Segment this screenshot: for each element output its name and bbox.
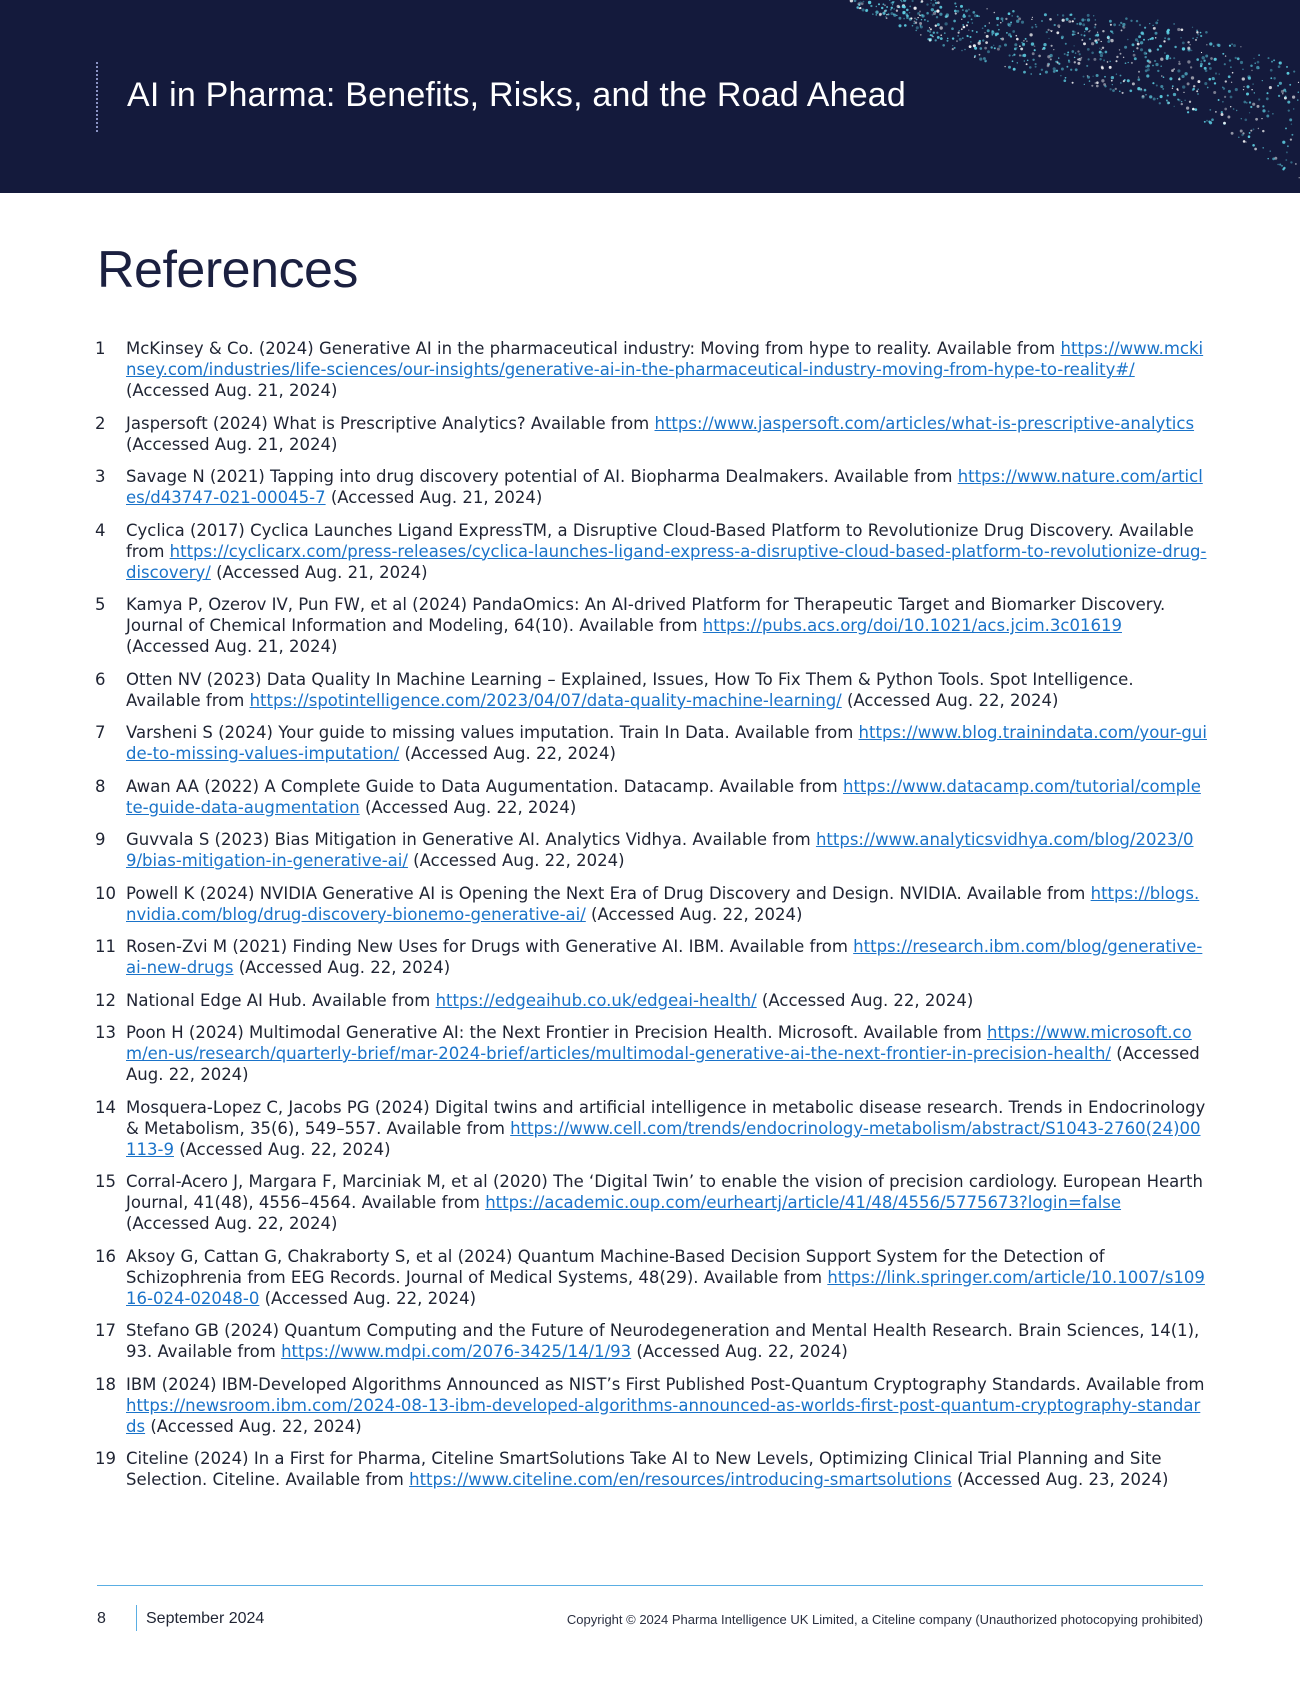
reference-link[interactable]: https://www.cell.com/trends/endocrinology-metabolism/abstract/S1043-2760(24)00113-9 <box>126 1118 1201 1159</box>
reference-citation: Aksoy G, Cattan G, Chakraborty S, et al (2024) Quantum Machine-Based Decision Support System for the Detection of Schizophrenia from EEG Records. Journal of Medical Systems, 48(29). Available from <box>126 1246 1105 1287</box>
reference-accessed-date: (Accessed Aug. 22, 2024) <box>359 797 577 817</box>
reference-number: 6 <box>95 669 106 689</box>
reference-accessed-date: (Accessed Aug. 22, 2024) <box>631 1342 848 1361</box>
reference-citation: Jaspersoft (2024) What is Prescriptive Analytics? Available from <box>126 413 655 433</box>
reference-citation: Rosen-Zvi M (2021) Finding New Uses for Drugs with Generative AI. IBM. Available from <box>126 937 854 956</box>
reference-link[interactable]: https://www.analyticsvidhya.com/blog/2023/09/bias-mitigation-in-generative-ai/ <box>126 830 1194 870</box>
footer-separator <box>136 1605 137 1631</box>
reference-number: 8 <box>95 776 106 796</box>
reference-link[interactable]: https://spotintelligence.com/2023/04/07/data-quality-machine-learning/ <box>249 690 842 710</box>
reference-link[interactable]: https://www.nature.com/articles/d43747-021-00045-7 <box>126 467 1203 507</box>
header-dotted-rule <box>96 62 98 132</box>
reference-item <box>95 1097 1207 1160</box>
reference-accessed-date: (Accessed Aug. 21, 2024) <box>126 381 338 400</box>
reference-number: 18 <box>95 1374 116 1394</box>
reference-number: 12 <box>95 990 116 1010</box>
references-list <box>95 338 1207 1502</box>
reference-citation: McKinsey & Co. (2024) Generative AI in the pharmaceutical industry: Moving from hype to reality. Available from <box>126 339 1061 358</box>
reference-link[interactable]: https://www.mckinsey.com/industries/life-sciences/our-insights/generative-ai-in-the-pharmaceutical-industry-moving-from-hype-to-reality#/ <box>126 339 1204 379</box>
reference-accessed-date: (Accessed Aug. 21, 2024) <box>126 434 338 454</box>
reference-number: 7 <box>95 723 106 742</box>
reference-link[interactable]: https://www.blog.trainindata.com/your-guide-to-missing-values-imputation/ <box>126 723 1207 763</box>
reference-accessed-date: (Accessed Aug. 22, 2024) <box>233 958 451 977</box>
reference-link[interactable]: https://www.mdpi.com/2076-3425/14/1/93 <box>281 1342 632 1361</box>
reference-accessed-date: (Accessed Aug. 22, 2024) <box>841 690 1059 710</box>
reference-number: 2 <box>95 413 106 433</box>
reference-item <box>95 1374 1207 1437</box>
reference-number: 13 <box>95 1023 116 1042</box>
reference-citation: Citeline (2024) In a First for Pharma, Citeline SmartSolutions Take AI to New Levels, Optimizing Clinical Trial Planning and Site Selection. Citeline. Available from <box>126 1449 1162 1489</box>
reference-accessed-date: (Accessed Aug. 22, 2024) <box>259 1288 477 1308</box>
reference-link[interactable]: https://www.datacamp.com/tutorial/complete-guide-data-augmentation <box>126 776 1201 817</box>
reference-item <box>95 466 1207 508</box>
reference-accessed-date: (Accessed Aug. 22, 2024) <box>126 1044 1200 1084</box>
reference-accessed-date: (Accessed Aug. 21, 2024) <box>126 637 338 656</box>
footer-copyright: Copyright © 2024 Pharma Intelligence UK Limited, a Citeline company (Unauthorized photocopying prohibited) <box>566 1612 1203 1627</box>
reference-number: 14 <box>95 1097 116 1117</box>
reference-accessed-date: (Accessed Aug. 22, 2024) <box>173 1139 391 1159</box>
reference-citation: Cyclica (2017) Cyclica Launches Ligand ExpressTM, a Disruptive Cloud-Based Platform to Revolutionize Drug Discovery. Available from <box>126 520 1194 561</box>
reference-accessed-date: (Accessed Aug. 21, 2024) <box>210 562 428 582</box>
reference-citation: Poon H (2024) Multimodal Generative AI: the Next Frontier in Precision Health. Microsoft. Available from <box>126 1023 988 1042</box>
reference-item <box>95 413 1207 455</box>
reference-citation: National Edge AI Hub. Available from <box>126 990 436 1010</box>
reference-item <box>95 883 1207 925</box>
footer-date: September 2024 <box>146 1610 265 1627</box>
reference-item <box>95 722 1207 764</box>
reference-citation: Kamya P, Ozerov IV, Pun FW, et al (2024) PandaOmics: An AI-drived Platform for Therapeutic Target and Biomarker Discovery. Journal of Chemical Information and Modeling, 64(10). Available from <box>126 595 1166 635</box>
page-title: References <box>97 241 358 299</box>
reference-link[interactable]: https://www.jaspersoft.com/articles/what-is-prescriptive-analytics <box>654 413 1195 433</box>
document-title: AI in Pharma: Benefits, Risks, and the Road Ahead <box>127 76 907 114</box>
reference-number: 10 <box>95 883 116 903</box>
reference-accessed-date: (Accessed Aug. 22, 2024) <box>756 990 974 1010</box>
reference-citation: Corral-Acero J, Margara F, Marciniak M, et al (2020) The ‘Digital Twin’ to enable the vision of precision cardiology. European Hearth Journal, 41(48), 4556–4564. Available from <box>126 1172 1203 1212</box>
page-number: 8 <box>97 1610 106 1627</box>
reference-number: 17 <box>95 1321 116 1340</box>
reference-link[interactable]: https://newsroom.ibm.com/2024-08-13-ibm-developed-algorithms-announced-as-worlds-first-post-quantum-cryptography-standards <box>126 1395 1201 1436</box>
reference-number: 1 <box>95 339 106 358</box>
reference-link[interactable]: https://pubs.acs.org/doi/10.1021/acs.jcim.3c01619 <box>702 616 1122 635</box>
reference-link[interactable]: https://academic.oup.com/eurheartj/article/41/48/4556/5775673?login=false <box>485 1193 1122 1212</box>
reference-number: 19 <box>95 1449 116 1468</box>
reference-item <box>95 776 1207 818</box>
reference-accessed-date: (Accessed Aug. 22, 2024) <box>126 1214 338 1233</box>
reference-citation: Powell K (2024) NVIDIA Generative AI is Opening the Next Era of Drug Discovery and Design. NVIDIA. Available from <box>126 883 1091 903</box>
reference-number: 11 <box>95 937 116 956</box>
reference-item <box>95 594 1207 657</box>
reference-item <box>95 520 1207 583</box>
reference-citation: Stefano GB (2024) Quantum Computing and the Future of Neurodegeneration and Mental Health Research. Brain Sciences, 14(1), 93. Available from <box>126 1321 1200 1361</box>
reference-number: 4 <box>95 520 106 540</box>
reference-accessed-date: (Accessed Aug. 23, 2024) <box>951 1470 1169 1489</box>
reference-item <box>95 1448 1207 1490</box>
reference-link[interactable]: https://blogs.nvidia.com/blog/drug-discovery-bionemo-generative-ai/ <box>126 883 1200 924</box>
reference-accessed-date: (Accessed Aug. 21, 2024) <box>325 488 543 507</box>
reference-citation: Otten NV (2023) Data Quality In Machine Learning – Explained, Issues, How To Fix Them & Python Tools. Spot Intelligence. Available from <box>126 669 1134 710</box>
reference-link[interactable]: https://research.ibm.com/blog/generative-ai-new-drugs <box>126 937 1203 977</box>
reference-accessed-date: (Accessed Aug. 22, 2024) <box>585 904 803 924</box>
reference-number: 9 <box>95 830 106 849</box>
reference-item <box>95 338 1207 401</box>
reference-link[interactable]: https://www.citeline.com/en/resources/introducing-smartsolutions <box>409 1470 952 1489</box>
page-header-banner <box>0 0 1300 193</box>
reference-accessed-date: (Accessed Aug. 22, 2024) <box>145 1416 362 1436</box>
reference-item <box>95 669 1207 711</box>
reference-accessed-date: (Accessed Aug. 22, 2024) <box>407 851 625 870</box>
reference-link[interactable]: https://www.microsoft.com/en-us/research/quarterly-brief/mar-2024-brief/articles/multimodal-generative-ai-the-next-frontier-in-precision-health/ <box>126 1023 1192 1063</box>
reference-number: 5 <box>95 595 106 614</box>
reference-link[interactable]: https://link.springer.com/article/10.1007/s10916-024-02048-0 <box>126 1267 1205 1308</box>
reference-link[interactable]: https://edgeaihub.co.uk/edgeai-health/ <box>435 990 757 1010</box>
reference-item <box>95 1171 1207 1234</box>
reference-citation: Varsheni S (2024) Your guide to missing values imputation. Train In Data. Available from <box>126 723 859 742</box>
footer-rule <box>97 1585 1203 1586</box>
reference-accessed-date: (Accessed Aug. 22, 2024) <box>399 744 616 763</box>
reference-item <box>95 990 1207 1011</box>
reference-citation: Mosquera-Lopez C, Jacobs PG (2024) Digital twins and artificial intelligence in metabolic disease research. Trends in Endocrinology & Metabolism, 35(6), 549–557. Available from <box>126 1097 1206 1138</box>
reference-link[interactable]: https://cyclicarx.com/press-releases/cyclica-launches-ligand-express-a-disruptive-cloud-based-platform-to-revolutionize-drug-discovery/ <box>126 541 1207 582</box>
reference-item <box>95 1320 1207 1362</box>
reference-item <box>95 829 1207 871</box>
reference-citation: Savage N (2021) Tapping into drug discovery potential of AI. Biopharma Dealmakers. Available from <box>126 467 958 486</box>
reference-citation: IBM (2024) IBM-Developed Algorithms Announced as NIST’s First Published Post-Quantum Cryptography Standards. Available from <box>126 1374 1205 1394</box>
reference-item <box>95 1022 1207 1085</box>
reference-citation: Awan AA (2022) A Complete Guide to Data Augumentation. Datacamp. Available from <box>126 776 843 796</box>
reference-item <box>95 1246 1207 1309</box>
reference-citation: Guvvala S (2023) Bias Mitigation in Generative AI. Analytics Vidhya. Available from <box>126 830 816 849</box>
reference-item <box>95 936 1207 978</box>
reference-number: 3 <box>95 467 106 486</box>
reference-number: 16 <box>95 1246 116 1266</box>
reference-number: 15 <box>95 1172 116 1191</box>
